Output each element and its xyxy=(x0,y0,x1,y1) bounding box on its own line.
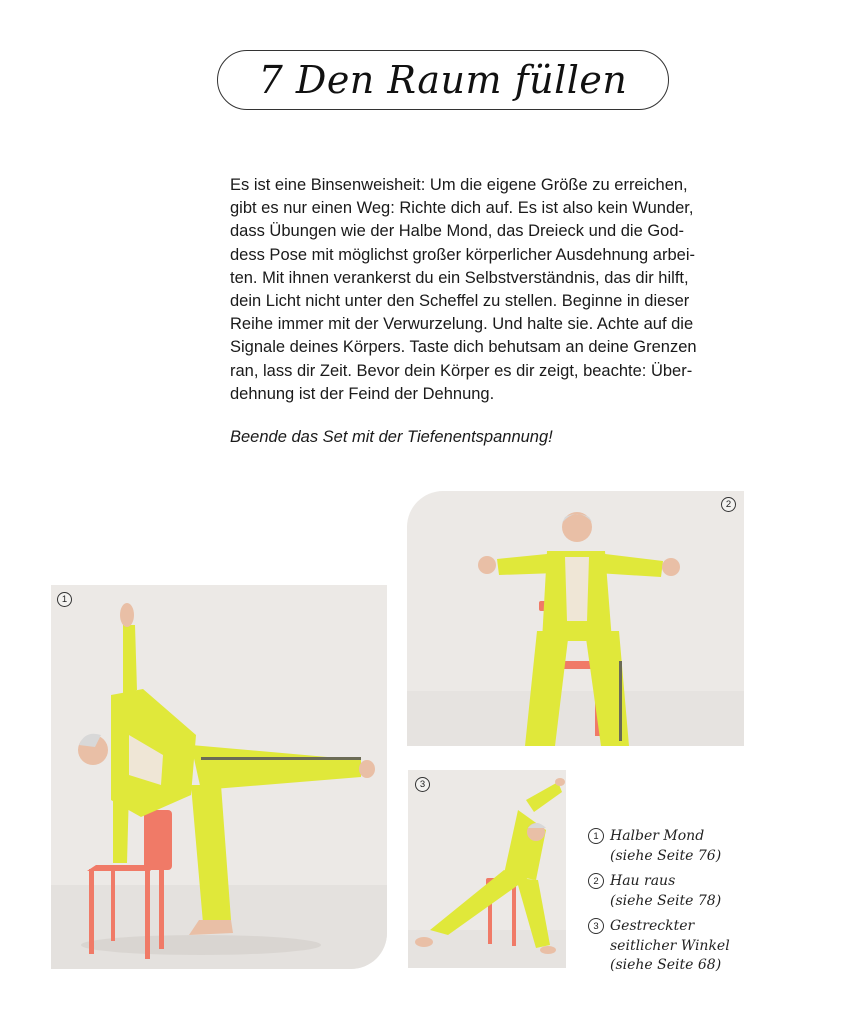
caption-number-badge: 2 xyxy=(588,873,604,889)
hau-raus-illustration xyxy=(407,491,744,746)
caption-item xyxy=(588,917,828,976)
photo-side-angle xyxy=(408,770,566,968)
half-moon-illustration xyxy=(51,585,387,969)
caption-text xyxy=(610,827,721,866)
photo-hau-raus xyxy=(407,491,744,746)
body-line: Reihe immer mit der Verwurzelung. Und halte sie. Achte auf die xyxy=(230,315,694,334)
chapter-title-box xyxy=(217,50,669,110)
photo-half-moon xyxy=(51,585,387,969)
photo-number-badge: 1 xyxy=(57,592,72,607)
chapter-title: 7 Den Raum füllen xyxy=(258,58,628,102)
caption-line: Hau raus xyxy=(610,873,676,889)
caption-text xyxy=(610,917,730,976)
body-line: gibt es nur einen Weg: Richte dich auf. Es ist also kein Wunder, xyxy=(230,199,694,218)
closing-note: Beende das Set mit der Tiefenentspannung! xyxy=(230,428,553,446)
caption-item xyxy=(588,827,828,866)
side-angle-illustration xyxy=(408,770,566,968)
body-paragraph xyxy=(230,174,750,406)
caption-number-badge: 1 xyxy=(588,828,604,844)
caption-item xyxy=(588,872,828,911)
caption-line: Halber Mond xyxy=(610,828,705,844)
body-line: ran, lass dir Zeit. Bevor dein Körper es dir zeigt, beachte: Über- xyxy=(230,361,693,380)
caption-text xyxy=(610,872,721,911)
caption-line: (siehe Seite 78) xyxy=(610,892,722,909)
caption-line: seitlicher Winkel xyxy=(610,937,730,954)
caption-number-badge: 3 xyxy=(588,918,604,934)
caption-line: Gestreckter xyxy=(610,918,695,934)
photo-captions xyxy=(588,827,828,982)
body-line: ten. Mit ihnen verankerst du ein Selbstverständnis, das dir hilft, xyxy=(230,268,689,287)
caption-line: (siehe Seite 68) xyxy=(610,957,722,973)
photo-number-badge: 3 xyxy=(415,777,430,792)
body-line: Signale deines Körpers. Taste dich behutsam an deine Grenzen xyxy=(230,338,697,357)
body-line: dein Licht nicht unter den Scheffel zu stellen. Beginne in dieser xyxy=(230,292,690,311)
caption-line: (siehe Seite 76) xyxy=(610,847,722,864)
photo-number-badge: 2 xyxy=(721,497,736,512)
body-line: dass Übungen wie der Halbe Mond, das Dreieck und die God- xyxy=(230,222,685,241)
body-line: dess Pose mit möglichst großer körperlicher Ausdehnung arbei- xyxy=(230,245,695,264)
body-line: Es ist eine Binsenweisheit: Um die eigene Größe zu erreichen, xyxy=(230,176,688,194)
body-line: dehnung ist der Feind der Dehnung. xyxy=(230,384,495,403)
